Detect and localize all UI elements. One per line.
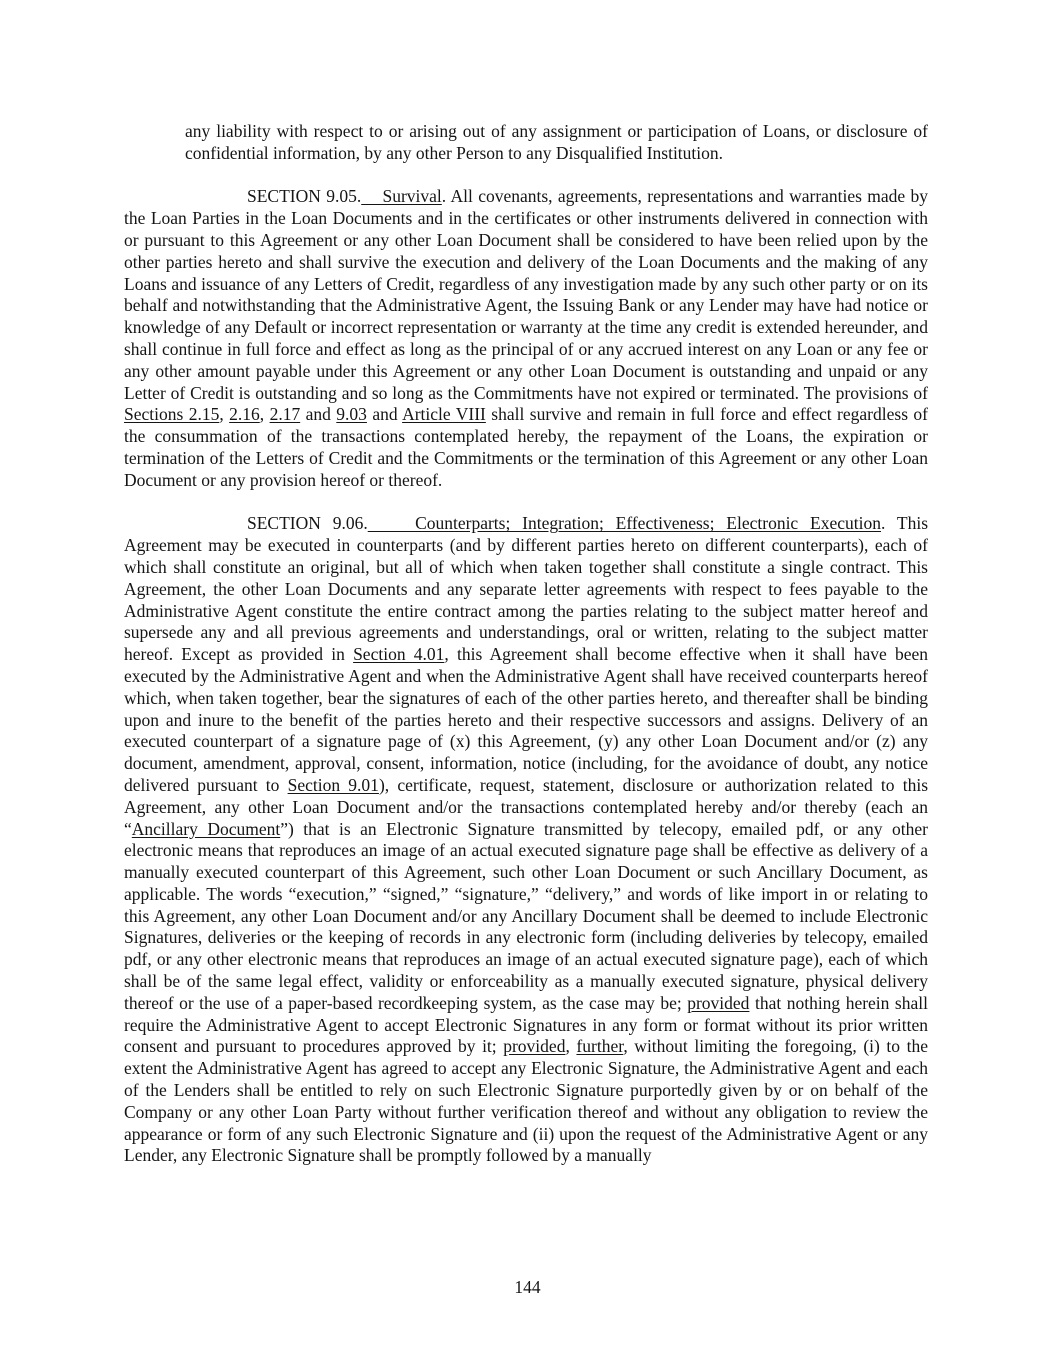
text-run: . This Agreement may be executed in counterparts (and by different parties hereto on different counterparts), each of which shall constitute an original, but all of which when taken together shall constitute a single contract. This Agreement, the other Loan Documents and any separate letter agreements with respect to fees payable to the Administrative Agent constitute the entire contract among the parties relating to the subject matter hereof and supersede any and all previous agreements and understandings, oral or written, relating to the subject matter hereof. Except as provided in (124, 513, 929, 665)
section-title-counterparts: Counterparts; Integration; Effectiveness; Electronic Execution (367, 513, 881, 534)
defined-term-ancillary-document: Ancillary Document (131, 818, 281, 839)
section-905-paragraph (124, 186, 928, 491)
cross-reference-2-17: 2.17 (269, 404, 301, 425)
cross-reference-2-16: 2.16 (229, 404, 260, 425)
text-run: and (366, 404, 403, 425)
cross-reference-section-4-01: Section 4.01 (353, 644, 445, 665)
text-run: , (219, 404, 230, 425)
cross-reference-article-viii: Article VIII (402, 404, 486, 425)
page-number: 144 (514, 1277, 541, 1297)
section-number: SECTION 9.06. (247, 513, 368, 534)
text-run: . All covenants, agreements, representations and warranties made by the Loan Parties in the Loan Documents and in the certificates or other instruments delivered in connection with or pursuant to this Agreement or any other Loan Document shall be considered to have been relied upon by the other parties hereto and shall survive the execution and delivery of the Loan Documents and the making of any Loans and issuance of any Letters of Credit, regardless of any investigation made by any such other party or on its behalf and notwithstanding that the Administrative Agent, the Issuing Bank or any Lender may have had notice or knowledge of any Default or incorrect representation or warranty at the time any credit is extended hereunder, and shall continue in full force and effect as long as the principal of or any accrued interest on any Loan or any fee or any other amount payable under this Agreement or any other Loan Document is outstanding and unpaid or any Letter of Credit is outstanding and so long as the Commitments have not expired or terminated. The provisions of (124, 186, 928, 403)
text-run: , (259, 404, 270, 425)
text-run: any liability with respect to or arising out of any assignment or participation of Loans, or disclosure of confidential information, by any other Person to any Disqualified Institution. (185, 121, 928, 163)
text-run: that nothing herein shall require the Administrative Agent to accept Electronic Signatures in any form or format without its prior written consent and pursuant to procedures approved by it; (124, 992, 928, 1057)
cross-reference-sections-2-15: Sections 2.15 (124, 404, 220, 425)
section-number: SECTION 9.05. (247, 186, 362, 207)
text-run: and (300, 404, 337, 425)
continuation-paragraph (185, 121, 928, 165)
text-run: ”) that is an Electronic Signature transmitted by telecopy, emailed pdf, or any other electronic means that reproduces an image of an actual executed signature page shall be effective as delivery of a manually executed counterpart of this Agreement, such other Loan Document or such Ancillary Document, as applicable. The words “execution,” “signed,” “signature,” “delivery,” and words of like import in or relating to this Agreement, any other Loan Document and/or any Ancillary Document shall be deemed to include Electronic Signatures, deliveries or the keeping of records in any electronic form (including deliveries by telecopy, emailed pdf, or any other electronic means that reproduces an image of an actual executed signature page), each of which shall be of the same legal effect, validity or enforceability as a manually executed signature, physical delivery thereof or the use of a paper-based recordkeeping system, as the case may be; (124, 818, 928, 1013)
proviso-term-provided: provided (687, 992, 750, 1013)
text-run: ), certificate, request, statement, disclosure or authorization related to this Agreement, any other Loan Document and/or the transactions contemplated hereby and/or thereby (each an “ (124, 774, 929, 839)
section-906-paragraph (124, 513, 928, 1167)
text-run: , without limiting the foregoing, (i) to the extent the Administrative Agent has agreed to accept any Electronic Signature, the Administrative Agent and each of the Lenders shall be entitled to rely on such Electronic Signature purportedly given by or on behalf of the Company or any other Loan Party without further verification thereof and without any obligation to review the appearance or form of any such Electronic Signature and (ii) upon the request of the Administrative Agent or any Lender, any Electronic Signature shall be promptly followed by a manually (124, 1036, 928, 1166)
proviso-term-further: further (576, 1036, 624, 1057)
cross-reference-section-9-01: Section 9.01 (287, 774, 379, 795)
proviso-term-provided-2: provided (503, 1036, 566, 1057)
text-run: , (565, 1036, 577, 1057)
page-body (124, 121, 928, 1167)
section-title-survival: Survival (361, 186, 442, 207)
cross-reference-9-03: 9.03 (336, 404, 367, 425)
text-run: shall survive and remain in full force and effect regardless of the consummation of the transactions contemplated hereby, the repayment of the Loans, the expiration or termination of the Letters of Credit and the Commitments or the termination of this Agreement or any other Loan Document or any provision hereof or thereof. (124, 404, 928, 490)
text-run: , this Agreement shall become effective when it shall have been executed by the Administrative Agent and when the Administrative Agent shall have received counterparts hereof which, when taken together, bear the signatures of each of the other parties hereto, and thereafter shall be binding upon and inure to the benefit of the parties hereto and their respective successors and assigns. Delivery of an executed counterpart of a signature page of (x) this Agreement, (y) any other Loan Document and/or (z) any document, amendment, approval, consent, information, notice (including, for the avoidance of doubt, any notice delivered pursuant to (124, 644, 928, 795)
